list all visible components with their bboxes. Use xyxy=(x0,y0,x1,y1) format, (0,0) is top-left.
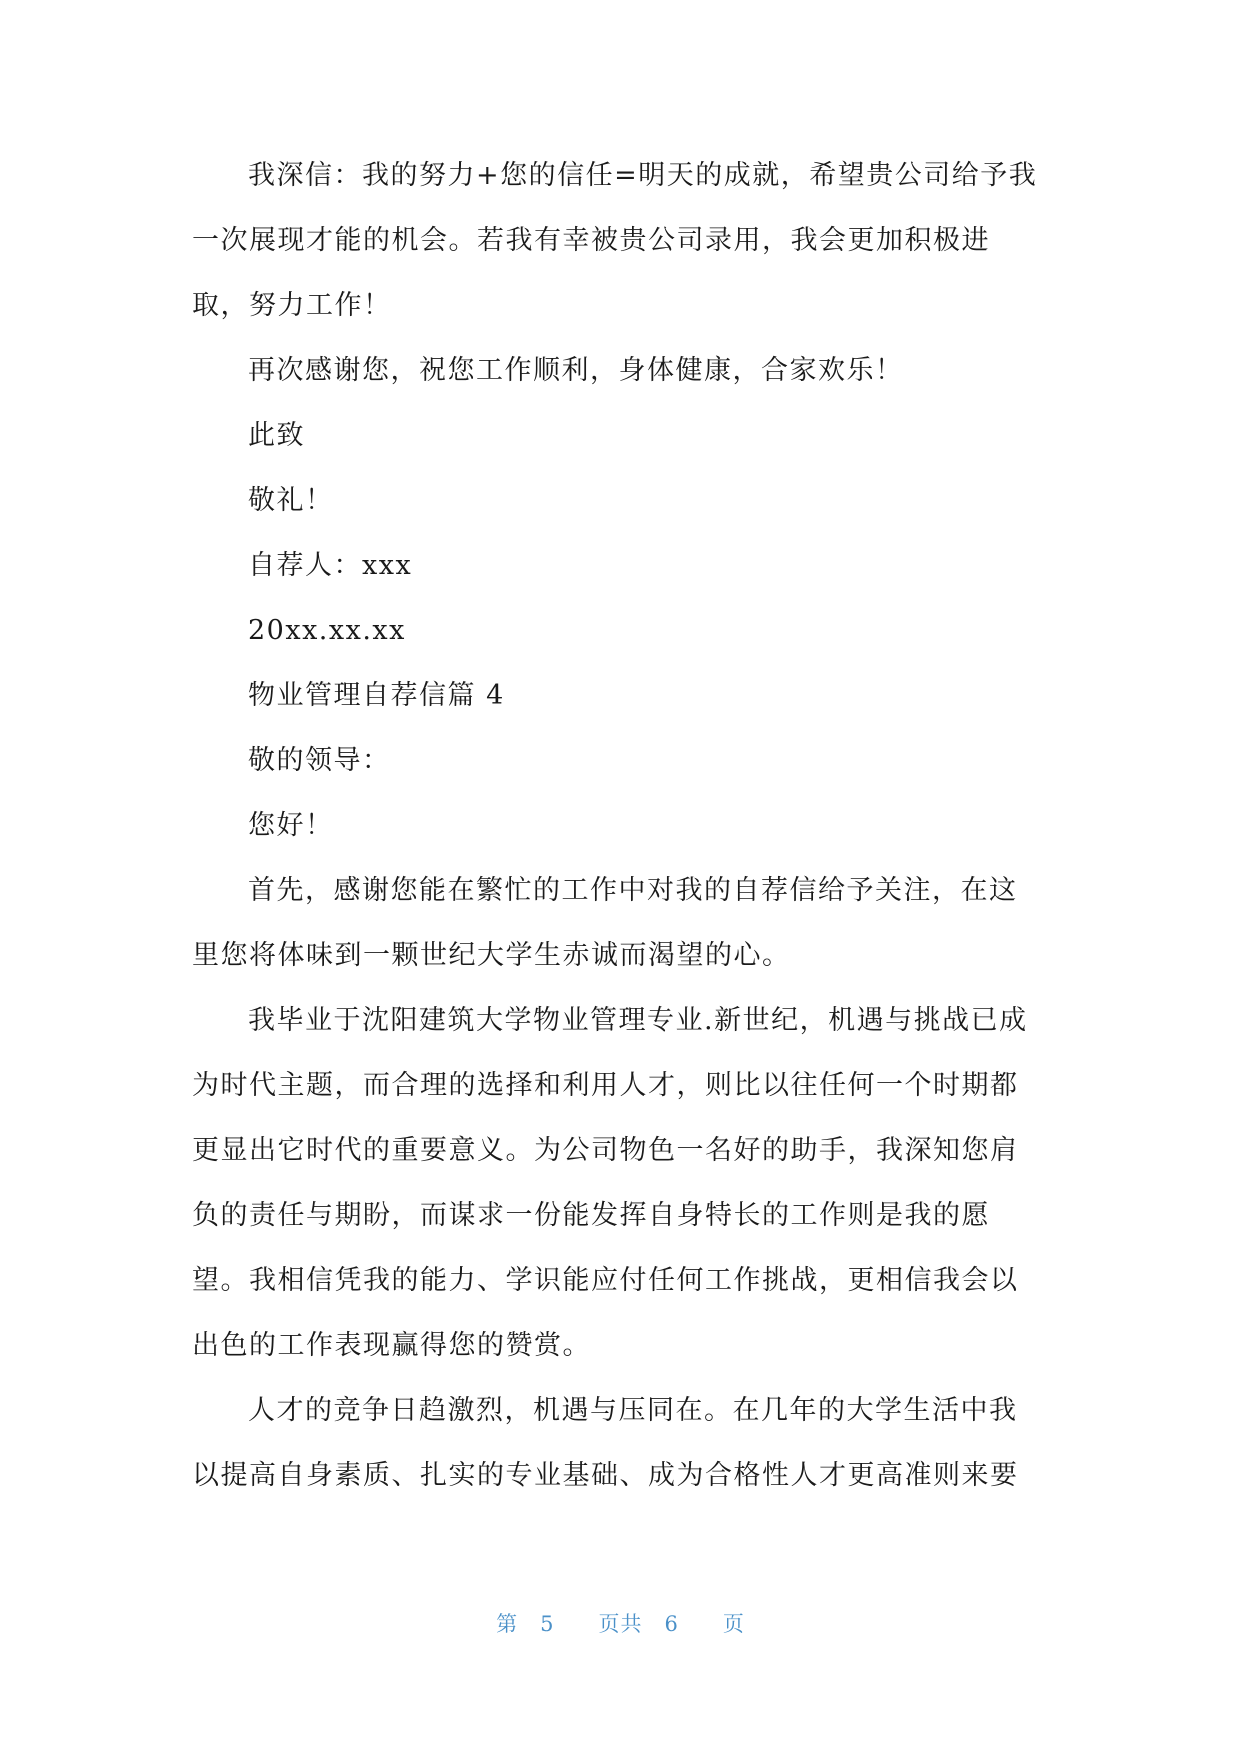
paragraph-line: 首先，感谢您能在繁忙的工作中对我的自荐信给予关注，在这 xyxy=(248,875,1018,906)
footer-prefix: 第 xyxy=(496,1612,519,1636)
footer-suffix: 页 xyxy=(722,1612,745,1636)
paragraph-line: 以提高自身素质、扎实的专业基础、成为合格性人才更高准则来要 xyxy=(192,1460,1019,1491)
page-footer xyxy=(0,1608,1241,1638)
salutation-line: 敬的领导： xyxy=(248,745,391,776)
paragraph-line: 取，努力工作！ xyxy=(192,290,392,321)
closing-line: 此致 xyxy=(248,420,305,451)
footer-total-pages: 6 xyxy=(664,1612,679,1636)
greeting-line: 您好！ xyxy=(248,810,334,841)
footer-current-page: 5 xyxy=(540,1612,555,1636)
paragraph-line: 望。我相信凭我的能力、学识能应付任何工作挑战，更相信我会以 xyxy=(192,1265,1019,1296)
paragraph-line: 更显出它时代的重要意义。为公司物色一名好的助手，我深知您肩 xyxy=(192,1135,1019,1166)
paragraph-line: 我毕业于沈阳建筑大学物业管理专业.新世纪，机遇与挑战已成 xyxy=(248,1005,1028,1036)
paragraph-line: 我深信：我的努力+您的信任=明天的成就，希望贵公司给予我 xyxy=(248,160,1038,191)
date-line: 20xx.xx.xx xyxy=(248,615,406,646)
paragraph-line: 出色的工作表现赢得您的赞赏。 xyxy=(192,1330,591,1361)
paragraph-line: 负的责任与期盼，而谋求一份能发挥自身特长的工作则是我的愿 xyxy=(192,1200,990,1231)
signature-line: 自荐人：xxx xyxy=(248,550,413,581)
paragraph-line: 再次感谢您，祝您工作顺利，身体健康，合家欢乐！ xyxy=(248,355,904,386)
paragraph-line: 一次展现才能的机会。若我有幸被贵公司录用，我会更加积极进 xyxy=(192,225,990,256)
paragraph-line: 人才的竞争日趋激烈，机遇与压同在。在几年的大学生活中我 xyxy=(248,1395,1018,1426)
closing-salute: 敬礼！ xyxy=(248,485,334,516)
paragraph-line: 里您将体味到一颗世纪大学生赤诚而渴望的心。 xyxy=(192,940,791,971)
footer-middle: 页共 xyxy=(598,1612,643,1636)
paragraph-line: 为时代主题，而合理的选择和利用人才，则比以往任何一个时期都 xyxy=(192,1070,1019,1101)
section-title: 物业管理自荐信篇 4 xyxy=(248,680,505,711)
